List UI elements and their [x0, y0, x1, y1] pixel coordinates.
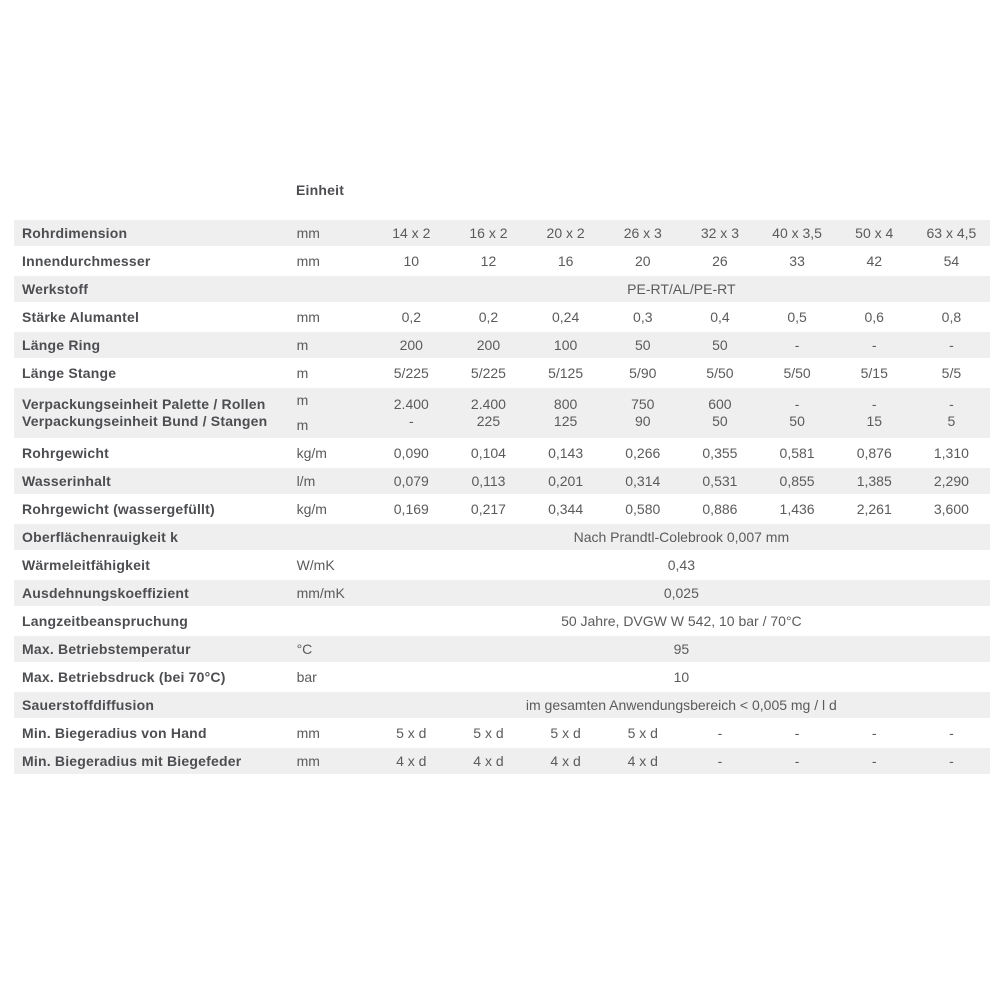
cell-line: 2.400: [470, 396, 506, 412]
table-row: [14, 608, 990, 636]
value-cell: 26 x 3: [604, 220, 681, 248]
value-cell: 1,310: [913, 440, 990, 468]
row-label-cell: Werkstoff: [14, 276, 293, 304]
value-cell: 0,314: [604, 468, 681, 496]
span-value-cell: 0,43: [373, 552, 990, 580]
value-cell: 0,855: [759, 468, 836, 496]
value-cell: 0,5: [759, 304, 836, 332]
value-cell: -: [681, 748, 758, 776]
value-cell: [759, 388, 836, 440]
value-cell: 100: [527, 332, 604, 360]
value-cell: -: [913, 332, 990, 360]
value-cell: -: [759, 748, 836, 776]
row-label-cell: Ausdehnungskoeffizient: [14, 580, 293, 608]
unit-cell: [293, 276, 373, 304]
table-row: [14, 360, 990, 388]
value-cell: 10: [373, 248, 450, 276]
row-label-cell: Länge Stange: [14, 360, 293, 388]
value-cell: -: [681, 720, 758, 748]
table-row: [14, 748, 990, 776]
unit-column-header: Einheit: [296, 182, 345, 198]
value-cell: 50: [681, 332, 758, 360]
span-value-cell: 0,025: [373, 580, 990, 608]
value-cell: 54: [913, 248, 990, 276]
table-row: [14, 552, 990, 580]
cell-line: m: [296, 417, 309, 433]
row-label-cell: Sauerstoffdiffusion: [14, 692, 293, 720]
value-cell: 0,3: [604, 304, 681, 332]
technical-data-table-wrap: [14, 182, 990, 776]
value-cell: 5/50: [759, 360, 836, 388]
value-cell: 3,600: [913, 496, 990, 524]
row-label-cell: Wärmeleitfähigkeit: [14, 552, 293, 580]
value-cell: 5/125: [527, 360, 604, 388]
value-cell: -: [759, 720, 836, 748]
value-cell: 63 x 4,5: [913, 220, 990, 248]
span-value-cell: PE-RT/AL/PE-RT: [373, 276, 990, 304]
cell-line: 800: [553, 396, 578, 412]
value-cell: -: [759, 332, 836, 360]
cell-line: 50: [789, 413, 805, 429]
value-cell: [604, 388, 681, 440]
value-cell: 0,266: [604, 440, 681, 468]
value-cell: 0,113: [450, 468, 527, 496]
unit-cell: °C: [293, 636, 373, 664]
value-cell: 33: [759, 248, 836, 276]
cell-line: -: [794, 396, 800, 412]
value-cell: 0,531: [681, 468, 758, 496]
unit-cell: m: [293, 332, 373, 360]
value-cell: 14 x 2: [373, 220, 450, 248]
cell-line: 600: [708, 396, 732, 412]
value-cell: 0,104: [450, 440, 527, 468]
value-cell: 12: [450, 248, 527, 276]
row-label-cell: Innendurchmesser: [14, 248, 293, 276]
value-cell: 0,581: [759, 440, 836, 468]
row-label-cell: Länge Ring: [14, 332, 293, 360]
cell-line: m: [296, 392, 309, 408]
value-cell: 50: [604, 332, 681, 360]
spec-table-body: [14, 220, 990, 776]
row-label-cell: Rohrgewicht (wassergefüllt): [14, 496, 293, 524]
table-row: [14, 580, 990, 608]
value-cell: 0,344: [527, 496, 604, 524]
table-row: [14, 496, 990, 524]
unit-cell: bar: [293, 664, 373, 692]
value-cell: 26: [681, 248, 758, 276]
value-cell: 0,876: [836, 440, 913, 468]
row-label-cell: Rohrdimension: [14, 220, 293, 248]
table-row: [14, 304, 990, 332]
value-cell: 32 x 3: [681, 220, 758, 248]
value-cell: -: [836, 332, 913, 360]
row-label-cell: Min. Biegeradius mit Biegefeder: [14, 748, 293, 776]
unit-cell: mm: [293, 248, 373, 276]
value-cell: 16 x 2: [450, 220, 527, 248]
table-row: [14, 276, 990, 304]
value-cell: 0,143: [527, 440, 604, 468]
table-row: [14, 388, 990, 440]
value-cell: 5/50: [681, 360, 758, 388]
value-cell: 0,355: [681, 440, 758, 468]
value-cell: 0,8: [913, 304, 990, 332]
value-cell: 1,436: [759, 496, 836, 524]
technical-data-table: [14, 220, 990, 776]
value-cell: 20 x 2: [527, 220, 604, 248]
row-label-cell: Wasserinhalt: [14, 468, 293, 496]
row-label-cell: Langzeitbeanspruchung: [14, 608, 293, 636]
value-cell: [527, 388, 604, 440]
cell-line: 5: [947, 413, 956, 429]
table-row: [14, 664, 990, 692]
unit-cell: m: [293, 360, 373, 388]
cell-line: 125: [553, 413, 578, 429]
value-cell: 5/225: [373, 360, 450, 388]
value-cell: 5/225: [450, 360, 527, 388]
value-cell: 0,2: [450, 304, 527, 332]
value-cell: [836, 388, 913, 440]
value-cell: 0,4: [681, 304, 758, 332]
value-cell: [681, 388, 758, 440]
value-cell: 5/90: [604, 360, 681, 388]
value-cell: 4 x d: [527, 748, 604, 776]
span-value-cell: 95: [373, 636, 990, 664]
cell-line: -: [871, 396, 877, 412]
value-cell: 200: [450, 332, 527, 360]
unit-cell: mm: [293, 720, 373, 748]
value-cell: 50 x 4: [836, 220, 913, 248]
value-cell: [913, 388, 990, 440]
value-cell: 0,6: [836, 304, 913, 332]
value-cell: 0,079: [373, 468, 450, 496]
value-cell: -: [913, 748, 990, 776]
table-row: [14, 332, 990, 360]
value-cell: 0,201: [527, 468, 604, 496]
value-cell: 5 x d: [604, 720, 681, 748]
unit-cell: W/mK: [293, 552, 373, 580]
unit-cell: mm: [293, 220, 373, 248]
cell-line: Verpackungseinheit Palette / Rollen: [22, 396, 266, 412]
value-cell: 16: [527, 248, 604, 276]
cell-line: 15: [866, 413, 883, 429]
span-value-cell: 10: [373, 664, 990, 692]
cell-line: 90: [634, 413, 651, 429]
row-label-cell: Max. Betriebstemperatur: [14, 636, 293, 664]
value-cell: 2,261: [836, 496, 913, 524]
cell-line: 225: [476, 413, 501, 429]
unit-cell: kg/m: [293, 440, 373, 468]
table-row: [14, 440, 990, 468]
value-cell: [373, 388, 450, 440]
table-row: [14, 524, 990, 552]
value-cell: 5 x d: [373, 720, 450, 748]
value-cell: 0,2: [373, 304, 450, 332]
span-value-cell: 50 Jahre, DVGW W 542, 10 bar / 70°C: [373, 608, 990, 636]
value-cell: 5 x d: [450, 720, 527, 748]
cell-line: -: [408, 413, 414, 429]
value-cell: -: [836, 720, 913, 748]
table-row: [14, 692, 990, 720]
value-cell: 4 x d: [450, 748, 527, 776]
value-cell: [450, 388, 527, 440]
unit-cell: [293, 388, 373, 440]
value-cell: 4 x d: [373, 748, 450, 776]
value-cell: 0,090: [373, 440, 450, 468]
value-cell: 2,290: [913, 468, 990, 496]
row-label-cell: [14, 388, 293, 440]
value-cell: 20: [604, 248, 681, 276]
unit-cell: kg/m: [293, 496, 373, 524]
value-cell: 5/5: [913, 360, 990, 388]
table-row: [14, 220, 990, 248]
row-label-cell: Stärke Alumantel: [14, 304, 293, 332]
value-cell: -: [913, 720, 990, 748]
value-cell: 200: [373, 332, 450, 360]
table-row: [14, 468, 990, 496]
value-cell: 1,385: [836, 468, 913, 496]
table-row: [14, 636, 990, 664]
row-label-cell: Rohrgewicht: [14, 440, 293, 468]
cell-line: Verpackungseinheit Bund / Stangen: [22, 413, 268, 429]
cell-line: -: [949, 396, 954, 412]
value-cell: 0,169: [373, 496, 450, 524]
cell-line: 50: [712, 413, 728, 429]
value-cell: 42: [836, 248, 913, 276]
span-value-cell: im gesamten Anwendungsbereich < 0,005 mg / l d: [373, 692, 990, 720]
unit-cell: mm: [293, 304, 373, 332]
value-cell: 4 x d: [604, 748, 681, 776]
unit-cell: mm: [293, 748, 373, 776]
unit-cell: l/m: [293, 468, 373, 496]
unit-cell: [293, 524, 373, 552]
row-label-cell: Min. Biegeradius von Hand: [14, 720, 293, 748]
value-cell: 0,24: [527, 304, 604, 332]
value-cell: 40 x 3,5: [759, 220, 836, 248]
table-row: [14, 248, 990, 276]
unit-cell: mm/mK: [293, 580, 373, 608]
span-value-cell: Nach Prandtl-Colebrook 0,007 mm: [373, 524, 990, 552]
table-row: [14, 720, 990, 748]
unit-cell: [293, 608, 373, 636]
row-label-cell: Oberflächenrauigkeit k: [14, 524, 293, 552]
row-label-cell: Max. Betriebsdruck (bei 70°C): [14, 664, 293, 692]
value-cell: 5 x d: [527, 720, 604, 748]
value-cell: 5/15: [836, 360, 913, 388]
value-cell: 0,886: [681, 496, 758, 524]
unit-cell: [293, 692, 373, 720]
cell-line: 2.400: [393, 396, 429, 412]
value-cell: 0,580: [604, 496, 681, 524]
cell-line: 750: [631, 396, 655, 412]
value-cell: -: [836, 748, 913, 776]
value-cell: 0,217: [450, 496, 527, 524]
